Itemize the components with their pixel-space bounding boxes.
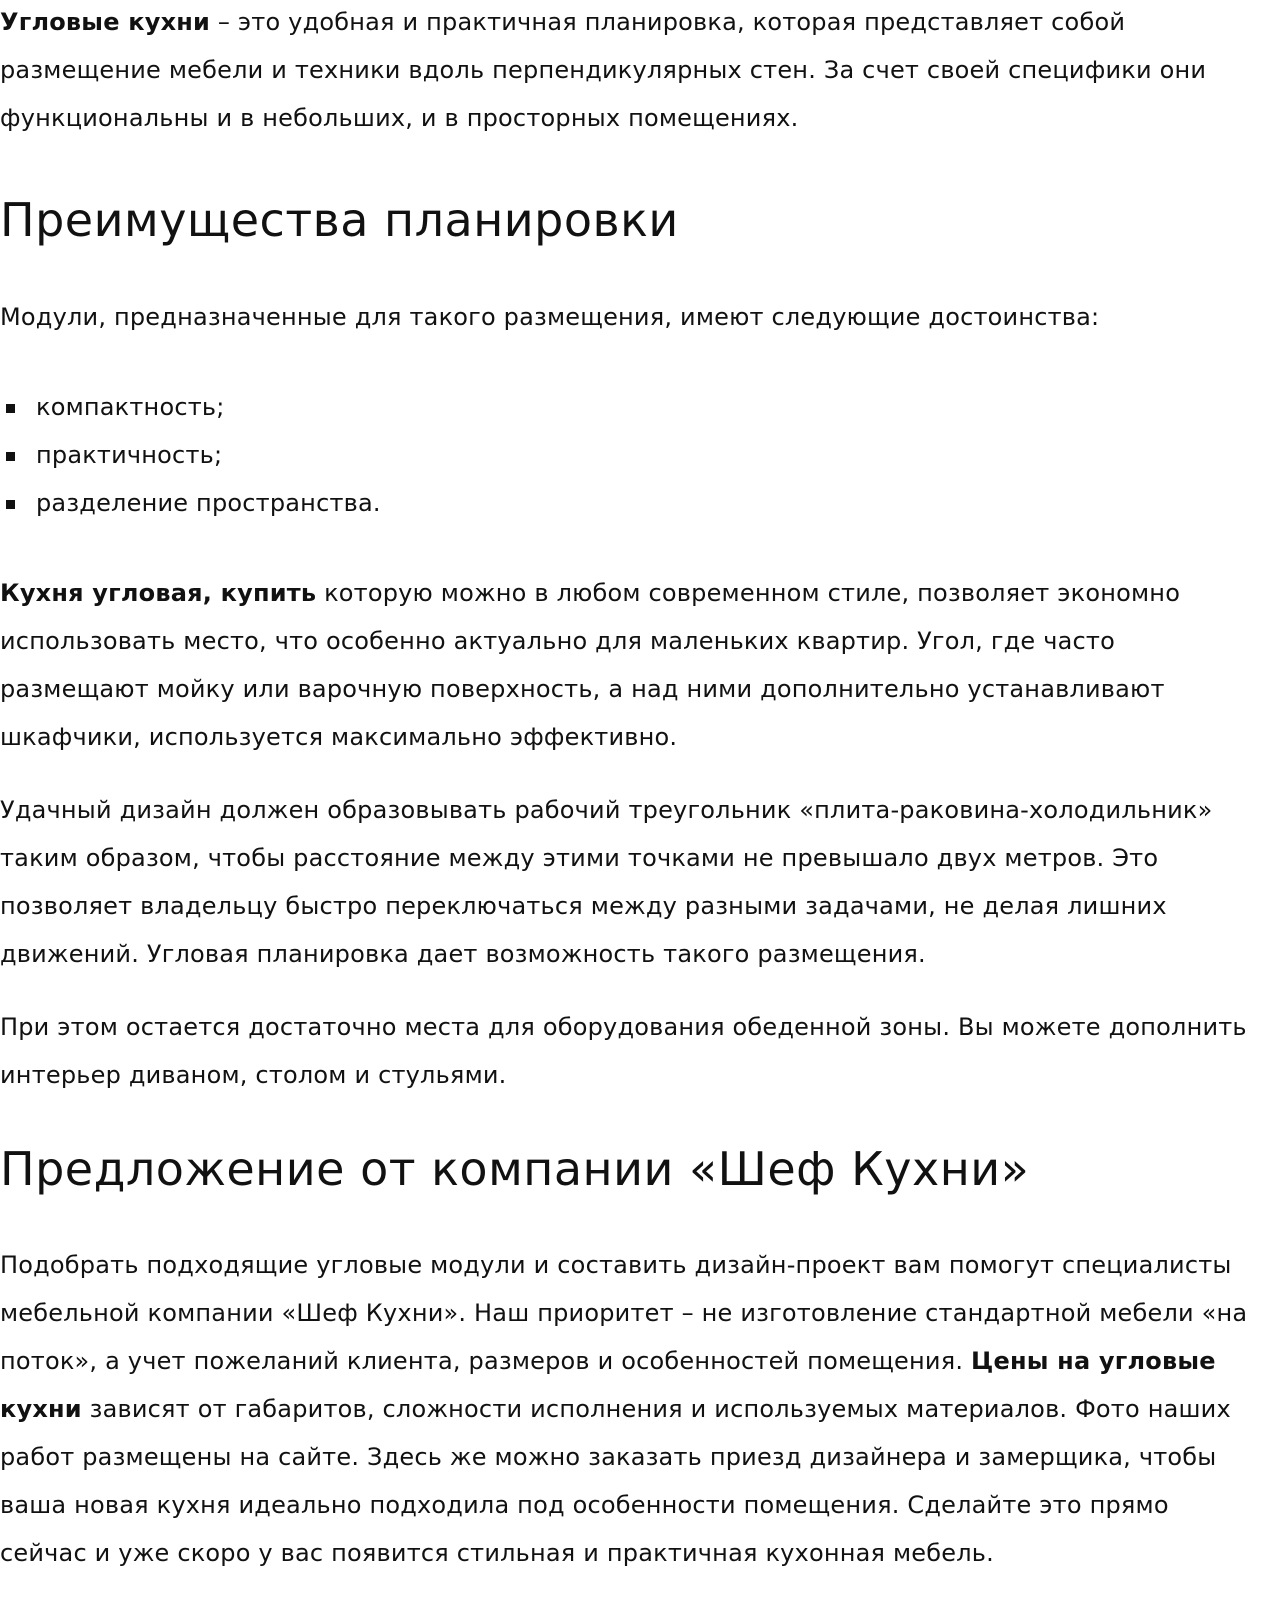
benefits-list [0, 383, 1262, 527]
advantages-heading: Преимущества планировки [0, 193, 679, 247]
offer-heading: Предложение от компании «Шеф Кухни» [0, 1142, 1030, 1196]
advantages-lead-paragraph: Модули, предназначенные для такого размещения, имеют следующие достоинства: [0, 303, 1100, 331]
dining-paragraph: При этом остается достаточно места для оборудования обеденной зоны. Вы можете дополнить интерьер диваном, столом и стульями. [0, 1013, 1247, 1089]
offer-paragraph [0, 1241, 1262, 1577]
list-item: компактность; [0, 383, 1262, 431]
offer-text-before: Подобрать подходящие угловые модули и составить дизайн-проект вам помогут специалисты мебельной компании «Шеф Кухни». Наш приоритет – не изготовление стандартной мебели «на поток», а учет пожеланий клиента, размеров и особенностей помещения. [0, 1251, 1248, 1375]
list-item: разделение пространства. [0, 479, 1262, 527]
intro-text: – это удобная и практичная планировка, которая представляет собой размещение мебели и техники вдоль перпендикулярных стен. За счет своей специфики они функциональны и в небольших, и в просторных помещениях. [0, 8, 1207, 132]
corner-bold-term: Кухня угловая, купить [0, 579, 317, 607]
corner-text: которую можно в любом современном стиле, позволяет экономно использовать место, что особенно актуально для маленьких квартир. Угол, где часто размещают мойку или варочную поверхность, а над ними дополнительно устанавливают шкафчики, используется максимально эффективно. [0, 579, 1181, 751]
corner-kitchen-paragraph [0, 569, 1262, 761]
intro-bold-term: Угловые кухни [0, 8, 211, 36]
list-item: практичность; [0, 431, 1262, 479]
offer-text-after: зависят от габаритов, сложности исполнения и используемых материалов. Фото наших работ размещены на сайте. Здесь же можно заказать приезд дизайнера и замерщика, чтобы ваша новая кухня идеально подходила под особенности помещения. Сделайте это прямо сейчас и уже скоро у вас появится стильная и практичная кухонная мебель. [0, 1395, 1231, 1567]
intro-paragraph [0, 0, 1262, 142]
offer-bold-term: Цены на угловые кухни [0, 1347, 1216, 1423]
design-paragraph: Удачный дизайн должен образовывать рабочий треугольник «плита-раковина-холодильник» таким образом, чтобы расстояние между этими точками не превышало двух метров. Это позволяет владельцу быстро переключаться между разными задачами, не делая лишних движений. Угловая планировка дает возможность такого размещения. [0, 796, 1213, 968]
